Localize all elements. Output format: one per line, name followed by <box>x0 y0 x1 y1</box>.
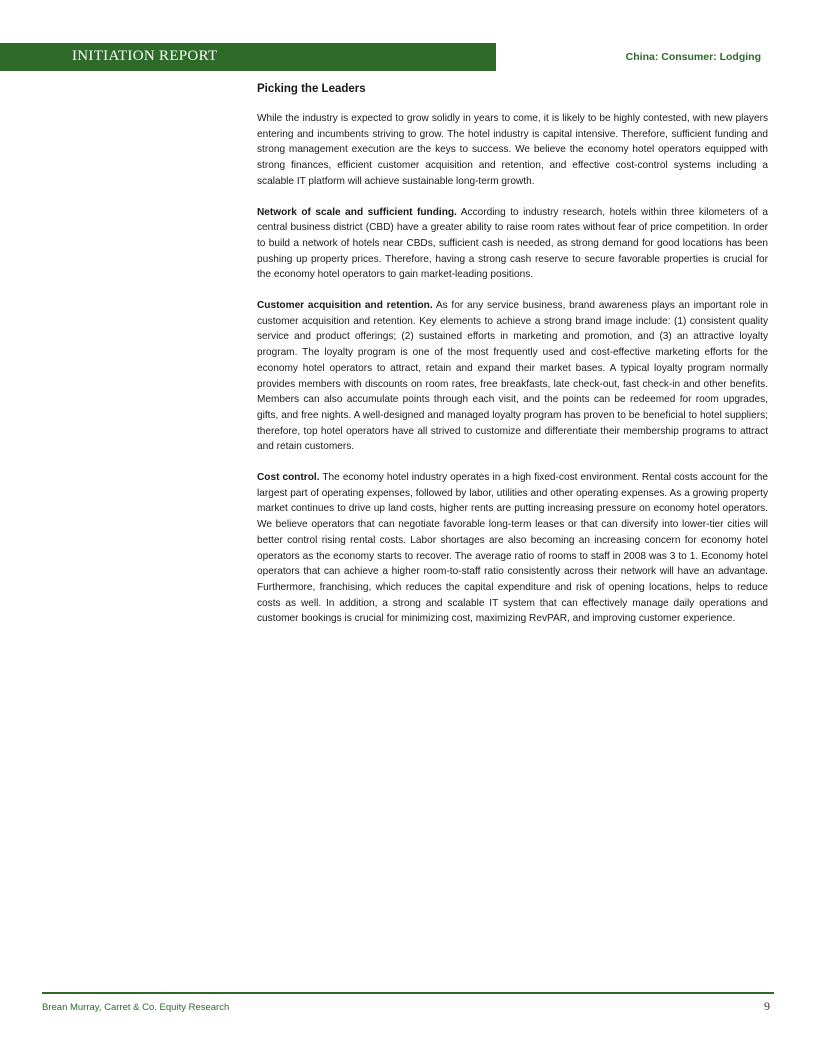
paragraph-cost <box>257 470 768 627</box>
intro-paragraph: While the industry is expected to grow solidly in years to come, it is likely to be highly contested, with new players entering and incumbents striving to grow. The hotel industry is capital intensive. Therefore, sufficient funding and strong management execution are the keys to success. We believe the economy hotel operators equipped with strong finances, efficient customer acquisition and retention, and effective cost-control systems including a scalable IT platform will achieve sustainable long-term growth. <box>257 113 768 187</box>
paragraph-lead: Cost control. <box>257 472 320 484</box>
section-title: Picking the Leaders <box>257 83 366 95</box>
paragraph-body: As for any service business, brand awareness plays an important role in customer acquisition and retention. Key elements to achieve a strong brand image include: (1) consistent quality service and product offerings; (2) sustained efforts in marketing and promotion, and (3) an attractive loyalty program. The loyalty program is one of the most frequently used and cost-effective marketing efforts for the economy hotel operators to attract, retain and expand their market bases. A typical loyalty program normally provides members with discounts on room rates, free breakfasts, late check-out, fast check-in and other benefits. Members can also accumulate points through each visit, and the points can be redeemed for room upgrades, gifts, and free nights. A well-designed and managed loyalty program has proven to be beneficial to hotel suppliers; therefore, top hotel operators have all strived to customize and differentiate their membership programs to attract and retain customers. <box>257 300 768 453</box>
header-bar <box>0 43 496 71</box>
paragraph-body: According to industry research, hotels within three kilometers of a central business district (CBD) have a greater ability to raise room rates without fear of price competition. In order to build a network of hotels near CBDs, sufficient cash is needed, as strong demand for good locations has been pushing up property prices. Therefore, having a strong cash reserve to secure favorable properties is crucial for the economy hotel operators to gain market-leading positions. <box>257 206 768 281</box>
paragraph-lead: Customer acquisition and retention. <box>257 300 433 312</box>
paragraph-network <box>257 205 768 284</box>
report-type-label: INITIATION REPORT <box>72 48 218 64</box>
footer-firm-name: Brean Murray, Carret & Co. Equity Research <box>42 1002 230 1013</box>
sector-label: China: Consumer: Lodging <box>625 51 761 63</box>
paragraph-customer <box>257 298 768 455</box>
paragraph-body: The economy hotel industry operates in a high fixed-cost environment. Rental costs account for the largest part of operating expenses, followed by labor, utilities and other operating expenses. As a growing property market continues to drive up land costs, higher rents are putting increasing pressure on economy hotel operators. We believe operators that can negotiate favorable long-term leases or that can diversify into lower-tier cities will better control rising rental costs. Labor shortages are also becoming an increasing concern for economy hotel operators as the economy starts to recover. The average ratio of rooms to staff in 2008 was 3 to 1. Economy hotel operators that can achieve a higher room-to-staff ratio consistently across their network will have an advantage. Furthermore, franchising, which reduces the capital expenditure and risk of opening locations, helps to reduce costs as well. In addition, a strong and scalable IT system that can effectively manage daily operations and customer bookings is crucial for minimizing cost, maximizing RevPAR, and improving customer experience. <box>257 472 768 625</box>
article-body <box>257 82 768 642</box>
footer-divider <box>42 992 774 994</box>
page-number: 9 <box>764 999 770 1013</box>
paragraph-lead: Network of scale and sufficient funding. <box>257 206 457 218</box>
